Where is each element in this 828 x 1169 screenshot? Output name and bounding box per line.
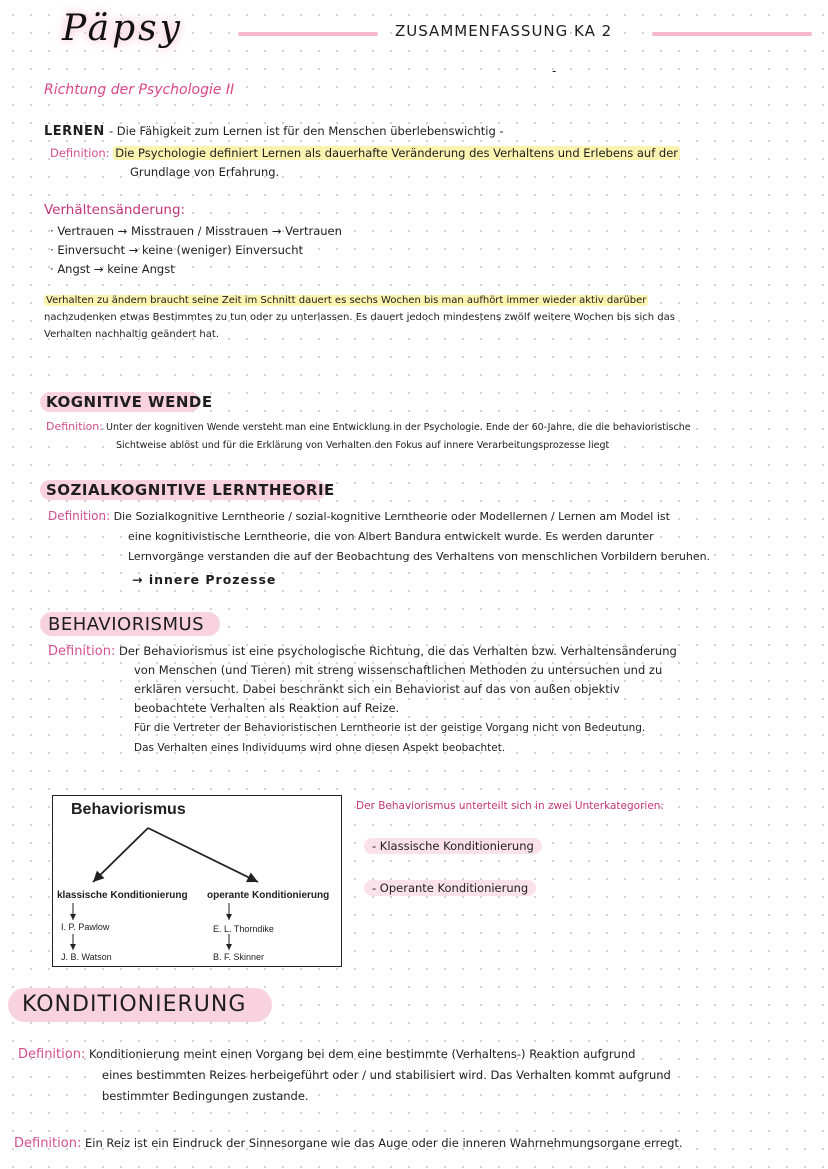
definition-line: Ein Reiz ist ein Eindruck der Sinnesorgane wie das Auge oder die inneren Wahrnehmungsorgane erregt. xyxy=(85,1136,683,1150)
list-item: · Angst → keine Angst xyxy=(50,262,175,276)
side-note: Der Behaviorismus unterteilt sich in zwei Unterkategorien: xyxy=(356,800,664,812)
header-dash: - xyxy=(552,64,557,78)
definition-line: eine kognitivistische Lerntheorie, die von Albert Bandura entwickelt wurde. Es werden darunter xyxy=(128,530,654,543)
diagram-arrows xyxy=(53,796,341,966)
lernen-tagline: - Die Fähigkeit zum Lernen ist für den Menschen überlebenswichtig - xyxy=(108,124,504,138)
kond-definition-2 xyxy=(14,1136,683,1151)
diagram-right-name: E. L. Thorndike xyxy=(213,924,274,934)
behav-definition xyxy=(48,642,677,758)
definition-label: Definition: xyxy=(50,146,110,160)
definition-line: Für die Vertreter der Behavioristischen Lerntheorie ist der geistige Vorgang nicht von Bedeutung. xyxy=(134,722,646,734)
definition-label: Definition: xyxy=(14,1136,82,1151)
lernen-definition xyxy=(50,144,810,182)
header-rule-right xyxy=(652,32,812,36)
kond-heading: KONDITIONIERUNG xyxy=(22,992,247,1017)
definition-line: eines bestimmten Reizes herbeigeführt oder / und stabilisiert wird. Das Verhalten kommt aufgrund xyxy=(102,1068,671,1082)
definition-line: bestimmter Bedingungen zustande. xyxy=(102,1089,309,1103)
definition-label: Definition: xyxy=(18,1047,86,1062)
sozial-definition xyxy=(48,506,710,567)
definition-label: Definition: xyxy=(48,509,111,523)
side-item-operant: - Operante Konditionierung xyxy=(364,880,536,896)
page-title: ZUSAMMENFASSUNG KA 2 xyxy=(395,22,613,40)
diagram-left-category: klassische Konditionierung xyxy=(57,890,188,901)
definition-line: Unter der kognitiven Wende versteht man eine Entwicklung in der Psychologie. Ende der 60-Jahre, die die behavioristische xyxy=(106,422,691,433)
definition-line: von Menschen (und Tieren) mit streng wissenschaftlichen Methoden zu untersuchen und zu xyxy=(134,663,663,677)
definition-label: Definition: xyxy=(46,420,103,433)
definition-label: Definition: xyxy=(48,644,116,659)
lernen-paragraph xyxy=(44,292,824,343)
definition-line: beobachtete Verhalten als Reaktion auf Reize. xyxy=(134,701,400,715)
behaviorismus-diagram xyxy=(52,795,342,967)
paragraph-line: Verhalten nachhaltig geändert hat. xyxy=(44,329,219,340)
sozial-note: → innere Prozesse xyxy=(132,572,277,587)
paragraph-line: nachzudenken etwas Bestimmtes zu tun oder zu unterlassen. Es dauert jedoch mindestens zwölf weitere Wochen bis sich das xyxy=(44,312,675,323)
diagram-right-name: B. F. Skinner xyxy=(213,952,265,962)
side-item-klassisch: - Klassische Konditionierung xyxy=(364,838,542,854)
logo-text: Päpsy xyxy=(62,8,183,49)
lernen-heading: LERNEN xyxy=(44,124,105,139)
list-item: · Einversucht → keine (weniger) Einversucht xyxy=(50,243,304,257)
diagram-left-name: J. B. Watson xyxy=(61,952,112,962)
paragraph-line: Verhalten zu ändern braucht seine Zeit im Schnitt dauert es sechs Wochen bis man aufhört immer wieder aktiv darüber xyxy=(46,295,647,306)
diagram-left-name: I. P. Pawlow xyxy=(61,922,110,932)
page-subtitle: Richtung der Psychologie II xyxy=(44,82,235,98)
lernen-heading-line xyxy=(44,124,504,139)
definition-line: Lernvorgänge verstanden die auf der Beobachtung des Verhaltens von menschlichen Vorbildern beruhen. xyxy=(128,550,711,563)
definition-line: Sichtweise ablöst und für die Erklärung von Verhalten den Fokus auf innere Verarbeitungsprozesse liegt xyxy=(116,440,610,451)
list-item: · Vertrauen → Misstrauen / Misstrauen → Vertrauen xyxy=(50,224,342,238)
definition-line: Das Verhalten eines Individuums wird ohne diesen Aspekt beobachtet. xyxy=(134,742,506,754)
definition-line: Die Sozialkognitive Lerntheorie / sozial-kognitive Lerntheorie oder Modellernen / Lernen am Model ist xyxy=(113,510,670,523)
behavior-change-heading: Verhältensänderung: xyxy=(44,202,186,218)
header-rule-left xyxy=(238,32,378,36)
sozial-heading: SOZIALKOGNITIVE LERNTHEORIE xyxy=(46,481,335,499)
definition-line: Die Psychologie definiert Lernen als dauerhafte Veränderung des Verhaltens und Erlebens auf der xyxy=(115,146,679,160)
diagram-title: Behaviorismus xyxy=(71,801,186,818)
definition-line: erklären versucht. Dabei beschränkt sich ein Behaviorist auf das von außen objektiv xyxy=(134,682,620,696)
definition-line: Grundlage von Erfahrung. xyxy=(130,165,280,179)
behavior-change-list xyxy=(50,222,342,279)
diagram-right-category: operante Konditionierung xyxy=(207,890,330,901)
kond-definition-1 xyxy=(18,1044,671,1107)
kognitive-definition xyxy=(46,418,691,455)
behav-heading: BEHAVIORISMUS xyxy=(48,614,205,635)
definition-line: Konditionierung meint einen Vorgang bei dem eine bestimmte (Verhaltens-) Reaktion aufgrund xyxy=(89,1047,636,1061)
definition-line: Der Behaviorismus ist eine psychologische Richtung, die das Verhalten bzw. Verhaltensänderung xyxy=(119,644,677,658)
kognitive-heading: KOGNITIVE WENDE xyxy=(46,393,213,411)
